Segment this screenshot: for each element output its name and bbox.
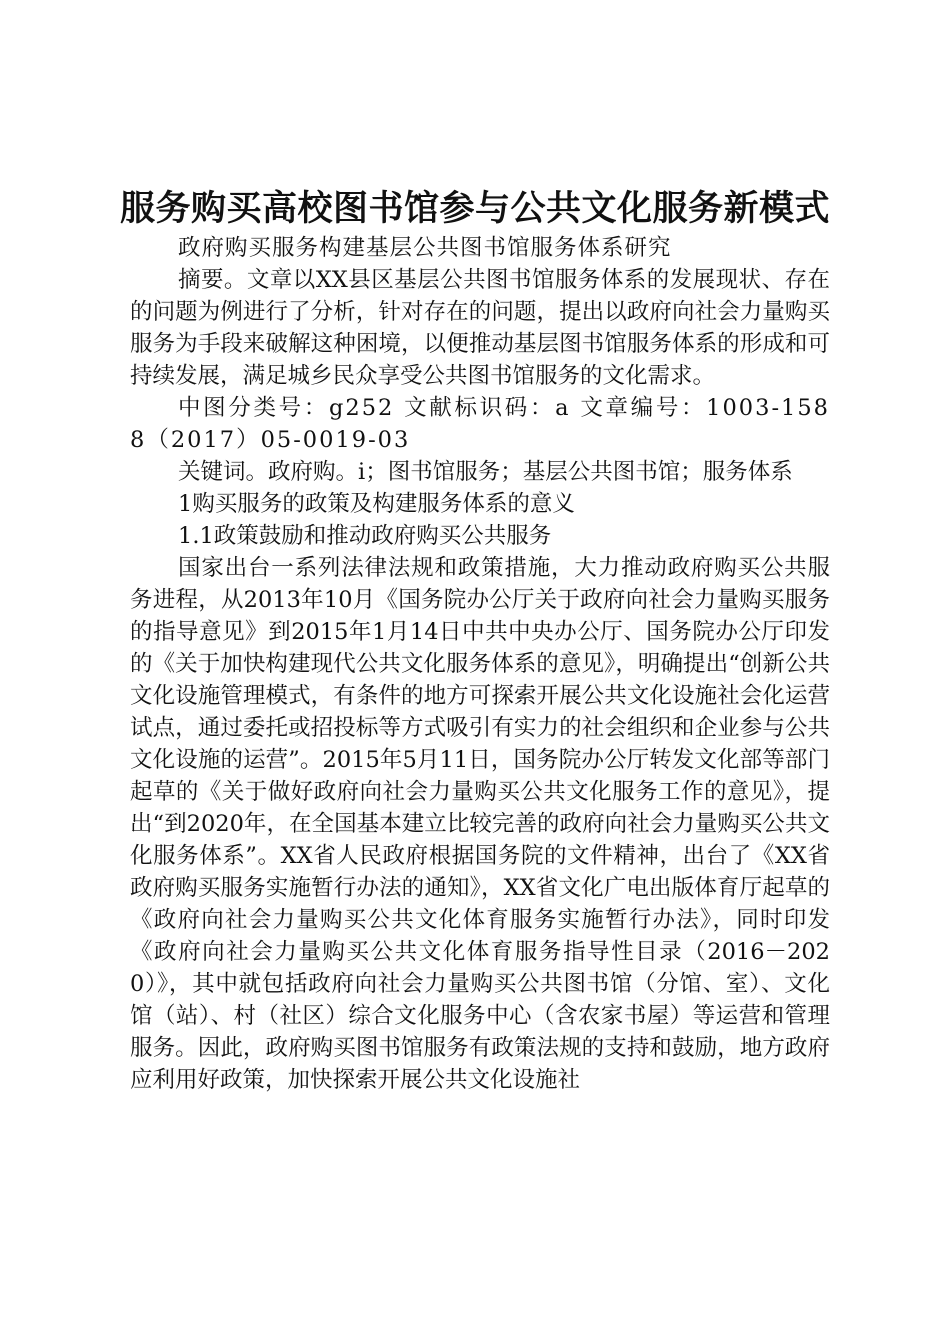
document-title: 服务购买高校图书馆参与公共文化服务新模式 xyxy=(119,189,830,229)
classification-line: 中图分类号：g252 文献标识码：a 文章编号：1003-1588（2017）05-0019-03 xyxy=(130,395,830,453)
document-body xyxy=(130,232,830,1096)
subtitle: 政府购买服务构建基层公共图书馆服务体系研究 xyxy=(178,235,672,261)
body-paragraph: 国家出台一系列法律法规和政策措施，大力推动政府购买公共服务进程，从2013年10月《国务院办公厅关于政府向社会力量购买服务的指导意见》到2015年1月14日中共中央办公厅、国务院办公厅印发的《关于加快构建现代公共文化服务体系的意见》，明确提出“创新公共文化设施管理模式，有条件的地方可探索开展公共文化设施社会化运营试点，通过委托或招投标等方式吸引有实力的社会组织和企业参与公共文化设施的运营”。2015年5月11日，国务院办公厅转发文化部等部门起草的《关于做好政府向社会力量购买公共文化服务工作的意见》，提出“到2020年，在全国基本建立比较完善的政府向社会力量购买公共文化服务体系”。XX省人民政府根据国务院的文件精神，出台了《XX省政府购买服务实施暂行办法的通知》，XX省文化广电出版体育厅起草的《政府向社会力量购买公共文化体育服务实施暂行办法》，同时印发《政府向社会力量购买公共文化体育服务指导性目录（2016－2020）》，其中就包括政府向社会力量购买公共图书馆（分馆、室）、文化馆（站）、村（社区）综合文化服务中心（含农家书屋）等运营和管理服务。因此，政府购买图书馆服务有政策法规的支持和鼓励，地方政府应利用好政策，加快探索开展公共文化设施社 xyxy=(130,555,830,1093)
keywords-line: 关键词。政府购。i；图书馆服务；基层公共图书馆；服务体系 xyxy=(178,459,793,485)
abstract-paragraph: 摘要。文章以XX县区基层公共图书馆服务体系的发展现状、存在的问题为例进行了分析，针对存在的问题，提出以政府向社会力量购买服务为手段来破解这种困境，以便推动基层图书馆服务体系的形成和可持续发展，满足城乡民众享受公共图书馆服务的文化需求。 xyxy=(130,267,830,389)
subsection-heading: 1.1政策鼓励和推动政府购买公共服务 xyxy=(178,523,552,549)
section-heading: 1购买服务的政策及构建服务体系的意义 xyxy=(178,491,575,517)
